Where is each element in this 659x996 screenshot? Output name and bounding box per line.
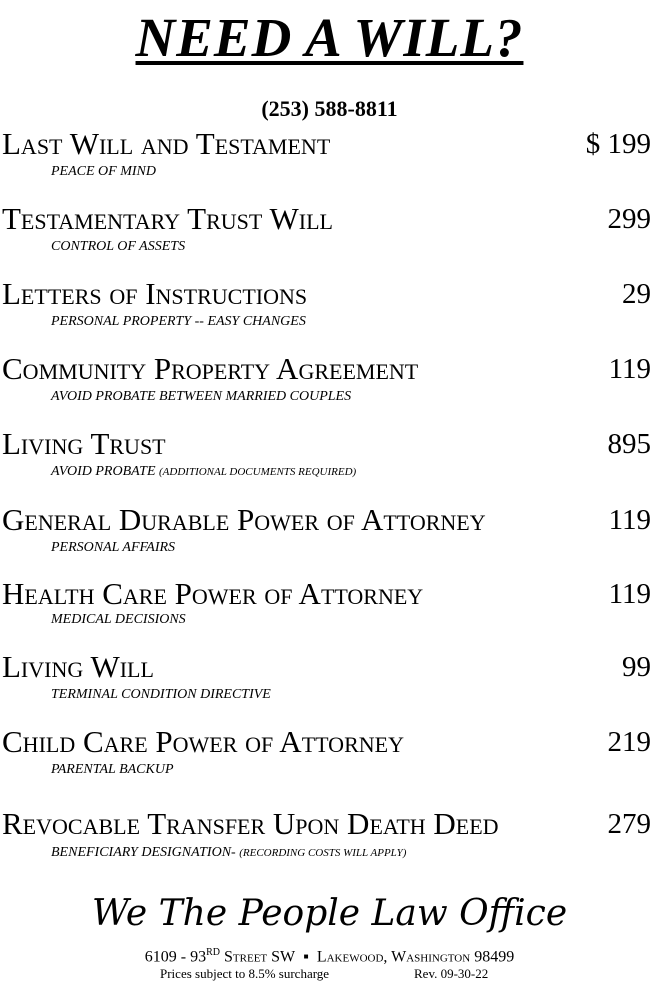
service-description-text: PEACE OF MIND: [51, 164, 156, 179]
service-description-text: BENEFICIARY DESIGNATION-: [51, 845, 240, 860]
service-description: [51, 540, 175, 556]
service-price: 299: [607, 203, 651, 235]
service-price: 29: [622, 278, 651, 310]
service-price: 119: [608, 578, 651, 610]
service-price: $ 199: [585, 128, 651, 160]
service-item-living-trust: [0, 427, 659, 497]
service-description: [51, 389, 351, 405]
service-name: Community Property Agreement: [2, 351, 419, 386]
address-street-number: 6109 - 93: [144, 948, 207, 966]
address-city: Lakewood, Washington 98499: [316, 948, 515, 966]
service-item-health-care-poa: [0, 577, 659, 647]
service-description-text: AVOID PROBATE: [51, 464, 160, 479]
service-name: Living Trust: [2, 426, 166, 461]
service-description: [51, 687, 271, 703]
service-price: 119: [608, 504, 651, 536]
service-description: [51, 239, 185, 255]
service-description-text: PARENTAL BACKUP: [51, 762, 174, 777]
service-description: [51, 164, 156, 180]
service-name: Child Care Power of Attorney: [2, 724, 404, 759]
service-name: Last Will and Testament: [2, 126, 331, 161]
service-description: [51, 464, 356, 480]
service-price: 119: [608, 353, 651, 385]
service-description-text: PERSONAL PROPERTY -- EASY CHANGES: [51, 314, 306, 329]
service-item-child-care-poa: [0, 725, 659, 795]
service-description-note: (RECORDING COSTS WILL APPLY): [239, 847, 407, 859]
service-description-text: MEDICAL DECISIONS: [51, 612, 186, 627]
service-item-last-will: [0, 127, 659, 197]
service-name: Letters of Instructions: [2, 276, 308, 311]
service-name: Living Will: [2, 649, 154, 684]
service-price: 219: [607, 726, 651, 758]
service-description: [51, 314, 306, 330]
address-ordinal: RD: [206, 947, 221, 958]
service-description: [51, 612, 186, 628]
service-name: Testamentary Trust Will: [2, 201, 333, 236]
service-name: Revocable Transfer Upon Death Deed: [2, 806, 499, 841]
surcharge-note: Prices subject to 8.5% surcharge: [160, 966, 330, 981]
revision-date: Rev. 09-30-22: [414, 966, 489, 981]
service-item-community-property: [0, 352, 659, 422]
service-name: General Durable Power of Attorney: [2, 502, 486, 537]
service-item-transfer-on-death-deed: [0, 807, 659, 877]
service-description: [51, 762, 174, 778]
service-name: Health Care Power of Attorney: [2, 576, 424, 611]
phone-number: (253) 588-8811: [261, 96, 398, 121]
firm-name: We The People Law Office: [91, 893, 568, 934]
service-item-general-durable-poa: [0, 503, 659, 573]
service-price: 895: [607, 428, 651, 460]
office-address: [0, 947, 659, 966]
service-price: 279: [607, 808, 651, 840]
service-description: [51, 845, 406, 861]
service-price: 99: [622, 651, 651, 683]
page-title: [0, 8, 659, 68]
service-description-text: TERMINAL CONDITION DIRECTIVE: [51, 687, 271, 702]
service-item-testamentary-trust: [0, 202, 659, 272]
service-description-note: (ADDITIONAL DOCUMENTS REQUIRED): [159, 466, 357, 478]
service-item-letters-of-instructions: [0, 277, 659, 347]
service-description-text: CONTROL OF ASSETS: [51, 239, 186, 254]
service-description-text: PERSONAL AFFAIRS: [51, 540, 176, 555]
service-item-living-will: [0, 650, 659, 720]
bullet-separator: ▪: [303, 948, 309, 966]
service-description-text: AVOID PROBATE BETWEEN MARRIED COUPLES: [51, 389, 352, 404]
address-street-name: Street SW: [220, 948, 296, 966]
page-title-text: NEED A WILL?: [135, 7, 524, 68]
